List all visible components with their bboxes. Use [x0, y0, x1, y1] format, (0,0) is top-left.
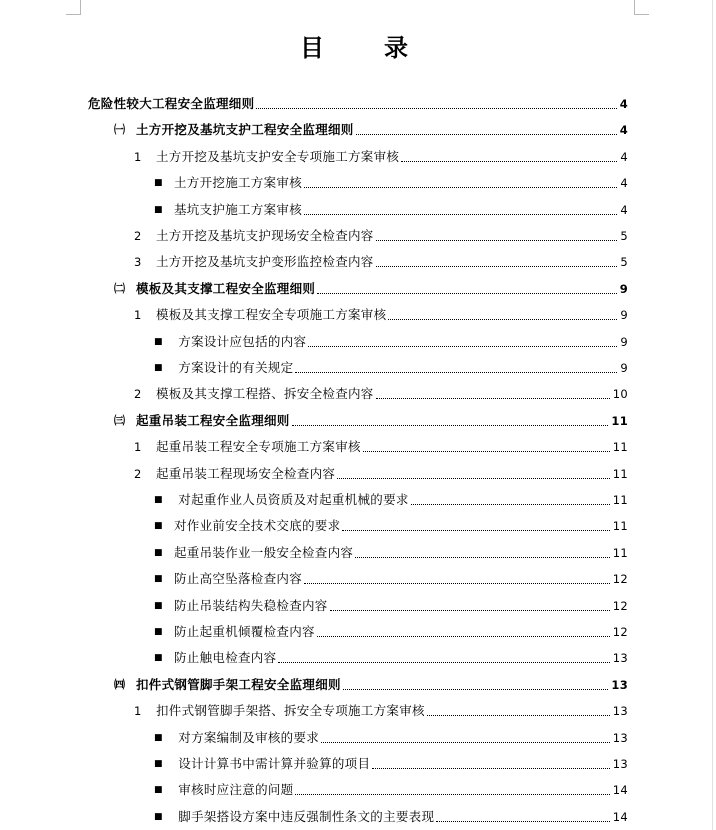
toc-entry-number: 1 [134, 704, 142, 719]
toc-entry-label: 土方开挖及基坑支护变形监控检查内容 [156, 254, 374, 270]
toc-entry-label: 脚手架搭设方案中违反强制性条文的主要表现 [174, 808, 435, 824]
toc-page-number: 12 [612, 625, 628, 639]
toc-entry[interactable] [154, 193, 628, 219]
title-char-2: 录 [384, 33, 408, 62]
toc-entry-label: 危险性较大工程安全监理细则 [88, 96, 255, 111]
toc-page-number: 13 [611, 677, 628, 692]
toc-entry-label: 对起重作业人员资质及对起重机械的要求 [174, 492, 409, 507]
toc-dot-leader [355, 556, 610, 558]
toc-page-number: 13 [612, 730, 628, 745]
toc-dot-leader [401, 160, 617, 162]
page-edge [712, 0, 713, 830]
toc-entry[interactable] [134, 140, 628, 166]
toc-page-number: 11 [612, 440, 628, 455]
toc-entry[interactable] [134, 245, 628, 271]
toc-entry[interactable] [154, 536, 628, 562]
toc-page-number: 11 [611, 413, 628, 428]
toc-entry[interactable] [154, 509, 628, 535]
toc-page-number: 11 [612, 466, 628, 481]
toc-entry[interactable] [114, 668, 628, 694]
toc-page-number: 11 [612, 545, 628, 560]
toc-entry[interactable] [154, 351, 628, 377]
toc-dot-leader [376, 265, 617, 267]
toc-entry[interactable] [134, 694, 628, 720]
toc-page-number: 9 [620, 308, 628, 323]
toc-entry-label: 土方开挖及基坑支护安全专项施工方案审核 [156, 148, 400, 164]
toc-dot-leader [376, 239, 617, 241]
toc-page-number: 9 [620, 361, 628, 375]
toc-entry[interactable] [154, 483, 628, 509]
toc-entry-label: 土方开挖及基坑支护现场安全检查内容 [156, 228, 374, 243]
toc-entry-label: 扣件式钢管脚手架工程安全监理细则 [136, 676, 341, 692]
toc-dot-leader [304, 213, 617, 215]
toc-entry-number: ㈢ [114, 413, 126, 427]
bullet-square-icon: ■ [154, 600, 163, 611]
toc-page-number: 13 [612, 651, 628, 666]
toc-page-number: 9 [620, 334, 628, 349]
toc-entry-label: 方案设计的有关规定 [174, 360, 294, 375]
toc-page-number: 13 [612, 704, 628, 719]
toc-entry-label: 防止起重机倾覆检查内容 [174, 624, 315, 639]
toc-dot-leader [308, 345, 617, 347]
toc-dot-leader [343, 688, 609, 690]
toc-dot-leader [376, 397, 610, 399]
toc-entry[interactable] [154, 721, 628, 747]
bullet-square-icon: ■ [154, 653, 163, 664]
toc-entry-label: 审核时应注意的问题 [174, 782, 294, 798]
page-title [300, 28, 408, 63]
bullet-square-icon: ■ [154, 785, 163, 796]
toc-entry-number: 2 [134, 466, 142, 481]
toc-entry[interactable] [154, 641, 628, 667]
toc-entry-label: 扣件式钢管脚手架搭、拆安全专项施工方案审核 [156, 703, 425, 719]
toc-page-number: 11 [612, 493, 628, 507]
toc-entry-label: 起重吊装工程安全监理细则 [136, 412, 290, 428]
bullet-square-icon: ■ [154, 495, 163, 505]
toc-dot-leader [278, 661, 609, 663]
toc-entry-number: 2 [134, 387, 142, 402]
toc-page-number: 14 [612, 783, 628, 798]
toc-entry[interactable] [134, 377, 628, 403]
toc-entry[interactable] [114, 113, 628, 139]
page-corner-mark-left [66, 0, 81, 15]
toc-dot-leader [427, 714, 610, 716]
toc-page-number: 13 [612, 757, 628, 771]
toc-page-number: 4 [619, 123, 628, 138]
toc-page-number: 4 [620, 149, 628, 164]
toc-entry-label: 起重吊装工程现场安全检查内容 [156, 465, 336, 481]
toc-entry-number: 1 [134, 308, 142, 323]
toc-entry-label: 模板及其支撑工程安全监理细则 [136, 280, 316, 296]
bullet-square-icon: ■ [154, 363, 163, 373]
toc-entry-label: 对方案编制及审核的要求 [174, 729, 320, 745]
bullet-square-icon: ■ [154, 336, 163, 347]
toc-entry-label: 模板及其支撑工程安全专项施工方案审核 [156, 307, 387, 323]
toc-dot-leader [330, 609, 610, 611]
title-char-1: 目 [300, 33, 324, 62]
toc-page-number: 11 [612, 519, 628, 534]
toc-dot-leader [304, 582, 610, 584]
toc-dot-leader [372, 767, 609, 769]
toc-entry-number: ㈡ [114, 281, 126, 295]
toc-page-number: 4 [620, 176, 628, 191]
toc-entry-number: ㈠ [114, 123, 126, 137]
toc-entry[interactable] [134, 219, 628, 245]
toc-entry[interactable] [154, 166, 628, 192]
toc-entry-label: 防止吊装结构失稳检查内容 [174, 597, 328, 613]
toc-page-number: 5 [620, 229, 628, 243]
bullet-square-icon: ■ [154, 627, 163, 637]
toc-entry[interactable] [114, 404, 628, 430]
toc-entry-number: 1 [134, 440, 142, 455]
bullet-square-icon: ■ [154, 521, 163, 532]
bullet-square-icon: ■ [154, 759, 163, 769]
toc-entry[interactable] [154, 325, 628, 351]
toc-entry[interactable] [114, 272, 628, 298]
toc-entry[interactable] [154, 800, 628, 826]
bullet-square-icon: ■ [154, 204, 163, 215]
toc-entry[interactable] [134, 457, 628, 483]
toc-page-number: 5 [620, 255, 628, 270]
toc-entry[interactable] [134, 430, 628, 456]
toc-entry-number: 1 [134, 149, 142, 164]
toc-entry[interactable] [154, 773, 628, 799]
toc-entry-number: 3 [134, 255, 142, 270]
bullet-square-icon: ■ [154, 811, 163, 822]
toc-page-number: 4 [620, 202, 628, 217]
toc-dot-leader [363, 450, 610, 452]
toc-dot-leader [411, 503, 610, 505]
toc-entry[interactable] [134, 298, 628, 324]
toc-dot-leader [295, 793, 609, 795]
toc-entry-label: 方案设计应包括的内容 [174, 333, 307, 349]
page-corner-mark-right [634, 0, 649, 15]
toc-entry-label: 设计计算书中需计算并验算的项目 [174, 756, 371, 771]
bullet-square-icon: ■ [154, 547, 163, 558]
toc-entry[interactable] [154, 615, 628, 641]
toc-entry-label: 土方开挖及基坑支护工程安全监理细则 [136, 122, 354, 138]
toc-page-number: 9 [619, 281, 628, 296]
toc-entry[interactable] [88, 87, 628, 113]
toc-page-number: 12 [612, 572, 628, 587]
toc-entry-number: ㈣ [114, 677, 126, 691]
toc-dot-leader [321, 741, 610, 743]
toc-entry[interactable] [154, 589, 628, 615]
toc-dot-leader [292, 424, 609, 426]
toc-dot-leader [356, 133, 617, 135]
toc-dot-leader [256, 107, 616, 109]
toc-dot-leader [304, 186, 617, 188]
toc-dot-leader [337, 477, 610, 479]
toc-page-number: 10 [612, 387, 628, 402]
toc-page-number: 12 [612, 598, 628, 613]
toc-entry-label: 模板及其支撑工程搭、拆安全检查内容 [156, 386, 374, 402]
toc-page-number: 4 [619, 97, 628, 111]
toc-dot-leader [342, 529, 609, 531]
toc-dot-leader [317, 635, 610, 637]
toc-entry[interactable] [154, 562, 628, 588]
bullet-square-icon: ■ [154, 178, 163, 189]
toc-entry-label: 防止触电检查内容 [174, 650, 277, 666]
toc-dot-leader [436, 820, 609, 822]
toc-entry-label: 土方开挖施工方案审核 [174, 175, 303, 191]
toc-entry-label: 起重吊装工程安全专项施工方案审核 [156, 439, 361, 455]
toc-entry-label: 起重吊装作业一般安全检查内容 [174, 544, 354, 560]
toc-dot-leader [388, 318, 617, 320]
toc-entry[interactable] [154, 747, 628, 773]
bullet-square-icon: ■ [154, 574, 163, 585]
toc-dot-leader [295, 371, 617, 373]
bullet-square-icon: ■ [154, 732, 163, 743]
toc-dot-leader [317, 292, 616, 294]
toc-entry-label: 基坑支护施工方案审核 [174, 201, 303, 217]
toc-entry-label: 对作业前安全技术交底的要求 [174, 518, 341, 534]
toc-page-number: 14 [612, 809, 628, 824]
toc-entry-number: 2 [134, 229, 142, 243]
toc-entry-label: 防止高空坠落检查内容 [174, 571, 303, 587]
